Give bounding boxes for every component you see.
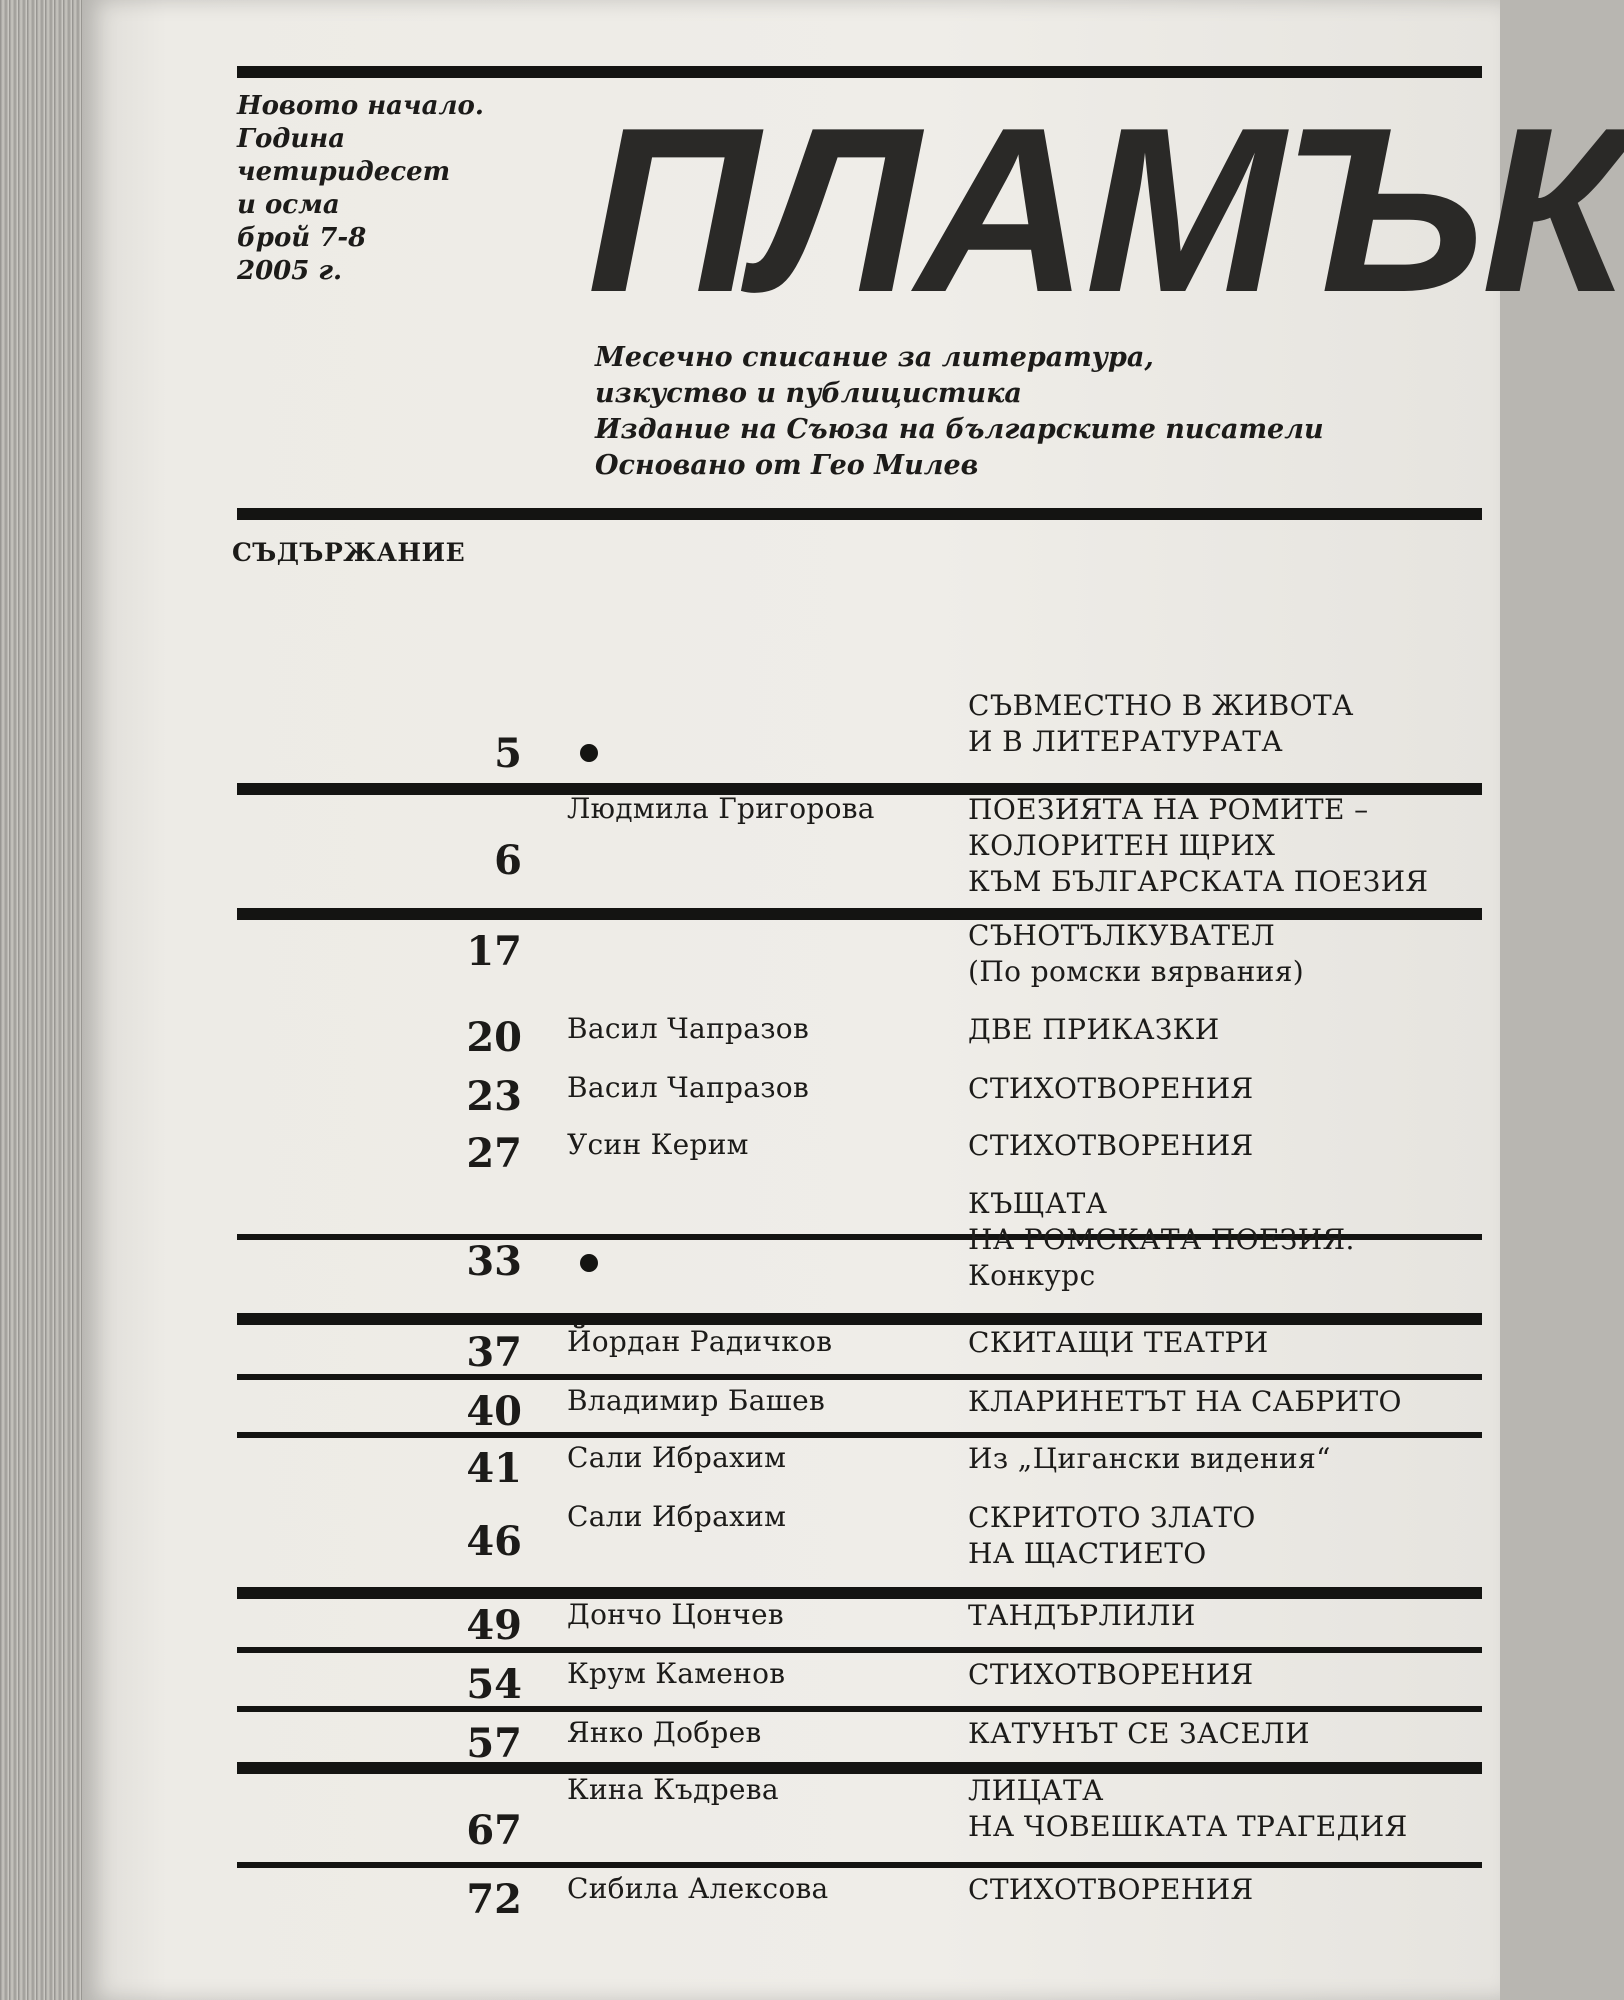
- issue-line: Новото начало.: [237, 91, 484, 121]
- entry-title: [968, 1500, 1256, 1572]
- entry-title-line: И В ЛИТЕРАТУРАТА: [968, 725, 1283, 758]
- entry-page-number: 54: [466, 1661, 522, 1708]
- bullet-icon: [580, 744, 598, 762]
- entry-author: Сали Ибрахим: [567, 1441, 787, 1474]
- entry-author: Сибила Алексова: [567, 1872, 829, 1905]
- magazine-subtitle: [595, 340, 1324, 484]
- issue-line: четиридесет: [237, 157, 451, 187]
- entry-page-number: 23: [466, 1073, 522, 1120]
- entry-title: [968, 1325, 1269, 1361]
- entry-title-line: (По ромски вярвания): [968, 955, 1305, 988]
- subtitle-line: Издание на Съюза на българските писатели: [595, 414, 1324, 445]
- magazine-title: ПЛАМЪК: [587, 78, 1624, 341]
- entry-title-line: СТИХОТВОРЕНИЯ: [968, 1129, 1254, 1162]
- bullet-icon: [580, 1254, 598, 1272]
- entry-title-line: СТИХОТВОРЕНИЯ: [968, 1873, 1254, 1906]
- entry-title: [968, 1716, 1310, 1752]
- entry-title: [968, 792, 1428, 900]
- entry-title-line: СКИТАЩИ ТЕАТРИ: [968, 1326, 1269, 1359]
- entry-title-line: КЛАРИНЕТЪТ НА САБРИТО: [968, 1385, 1402, 1418]
- entry-title: [968, 1012, 1220, 1048]
- entry-title: [968, 1657, 1254, 1693]
- entry-title: [968, 918, 1304, 990]
- entry-title-line: ЛИЦАТА: [968, 1774, 1104, 1807]
- entry-title-line: НА РОМСКАТА ПОЕЗИЯ.: [968, 1223, 1355, 1256]
- contents-heading: СЪДЪРЖАНИЕ: [232, 538, 466, 567]
- entry-title-line: СЪВМЕСТНО В ЖИВОТА: [968, 689, 1354, 722]
- entry-divider: [237, 1862, 1482, 1868]
- entry-title: [968, 1071, 1254, 1107]
- entry-page-number: 5: [494, 730, 522, 777]
- entry-author: Владимир Башев: [567, 1384, 826, 1417]
- entry-page-number: 67: [466, 1807, 522, 1854]
- masthead-rule: [237, 508, 1482, 520]
- subtitle-line: Месечно списание за литература,: [595, 342, 1154, 373]
- issue-line: брой 7-8: [237, 223, 367, 253]
- magazine-page: [82, 0, 1624, 2000]
- entry-divider: [237, 1313, 1482, 1325]
- entry-author: Васил Чапразов: [567, 1012, 810, 1045]
- entry-page-number: 40: [466, 1388, 522, 1435]
- issue-info: [237, 90, 484, 288]
- entry-title-line: НА ЩАСТИЕТО: [968, 1537, 1207, 1570]
- entry-title-line: НА ЧОВЕШКАТА ТРАГЕДИЯ: [968, 1810, 1408, 1843]
- entry-author: Сали Ибрахим: [567, 1500, 787, 1533]
- issue-line: 2005 г.: [237, 256, 343, 286]
- entry-title-line: КАТУНЪТ СЕ ЗАСЕЛИ: [968, 1717, 1310, 1750]
- entry-title-line: ТАНДЪРЛИЛИ: [968, 1599, 1196, 1632]
- entry-title-line: КЪМ БЪЛГАРСКАТА ПОЕЗИЯ: [968, 865, 1429, 898]
- entry-author: Дончо Цончев: [567, 1598, 784, 1631]
- entry-author: Васил Чапразов: [567, 1071, 810, 1104]
- entry-title: [968, 1773, 1408, 1845]
- entry-author: Крум Каменов: [567, 1657, 786, 1690]
- entry-title-line: ПОЕЗИЯТА НА РОМИТЕ –: [968, 793, 1369, 826]
- entry-page-number: 20: [466, 1014, 522, 1061]
- entry-page-number: 46: [466, 1518, 522, 1565]
- entry-page-number: 49: [466, 1602, 522, 1649]
- entry-title-line: СТИХОТВОРЕНИЯ: [968, 1658, 1254, 1691]
- entry-author: Кина Къдрева: [567, 1773, 779, 1806]
- entry-title: [968, 1872, 1254, 1908]
- entry-divider: [237, 1587, 1482, 1599]
- entry-author: Усин Керим: [567, 1128, 749, 1161]
- entry-page-number: 37: [466, 1329, 522, 1376]
- entry-title: [968, 1598, 1196, 1634]
- entry-title-line: КОЛОРИТЕН ЩРИХ: [968, 829, 1276, 862]
- entry-title-line: Конкурс: [968, 1259, 1096, 1292]
- entry-author: Янко Добрев: [567, 1716, 762, 1749]
- entry-page-number: 17: [466, 928, 522, 975]
- entry-title-line: Из „Цигански видения“: [968, 1442, 1331, 1475]
- entry-title: [968, 1384, 1402, 1420]
- top-rule: [237, 66, 1482, 78]
- entry-page-number: 72: [466, 1876, 522, 1923]
- entry-title: [968, 688, 1354, 760]
- book-binding: [0, 0, 82, 2000]
- subtitle-line: Основано от Гео Милев: [595, 450, 979, 481]
- issue-line: Година: [237, 124, 346, 154]
- entry-title: [968, 1186, 1355, 1294]
- entry-title-line: СЪНОТЪЛКУВАТЕЛ: [968, 919, 1276, 952]
- entry-title: [968, 1128, 1254, 1164]
- entry-title-line: СКРИТОТО ЗЛАТО: [968, 1501, 1256, 1534]
- entry-author: Йордан Радичков: [567, 1325, 833, 1358]
- entry-title-line: СТИХОТВОРЕНИЯ: [968, 1072, 1254, 1105]
- entry-page-number: 41: [466, 1445, 522, 1492]
- entry-author: Людмила Григорова: [567, 792, 875, 825]
- entry-title-line: КЪЩАТА: [968, 1187, 1108, 1220]
- entry-page-number: 6: [494, 837, 522, 884]
- issue-line: и осма: [237, 190, 340, 220]
- subtitle-line: изкуство и публицистика: [595, 378, 1022, 409]
- entry-title: [968, 1441, 1331, 1477]
- entry-page-number: 33: [466, 1238, 522, 1285]
- entry-page-number: 27: [466, 1130, 522, 1177]
- entry-page-number: 57: [466, 1720, 522, 1767]
- entry-title-line: ДВЕ ПРИКАЗКИ: [968, 1013, 1220, 1046]
